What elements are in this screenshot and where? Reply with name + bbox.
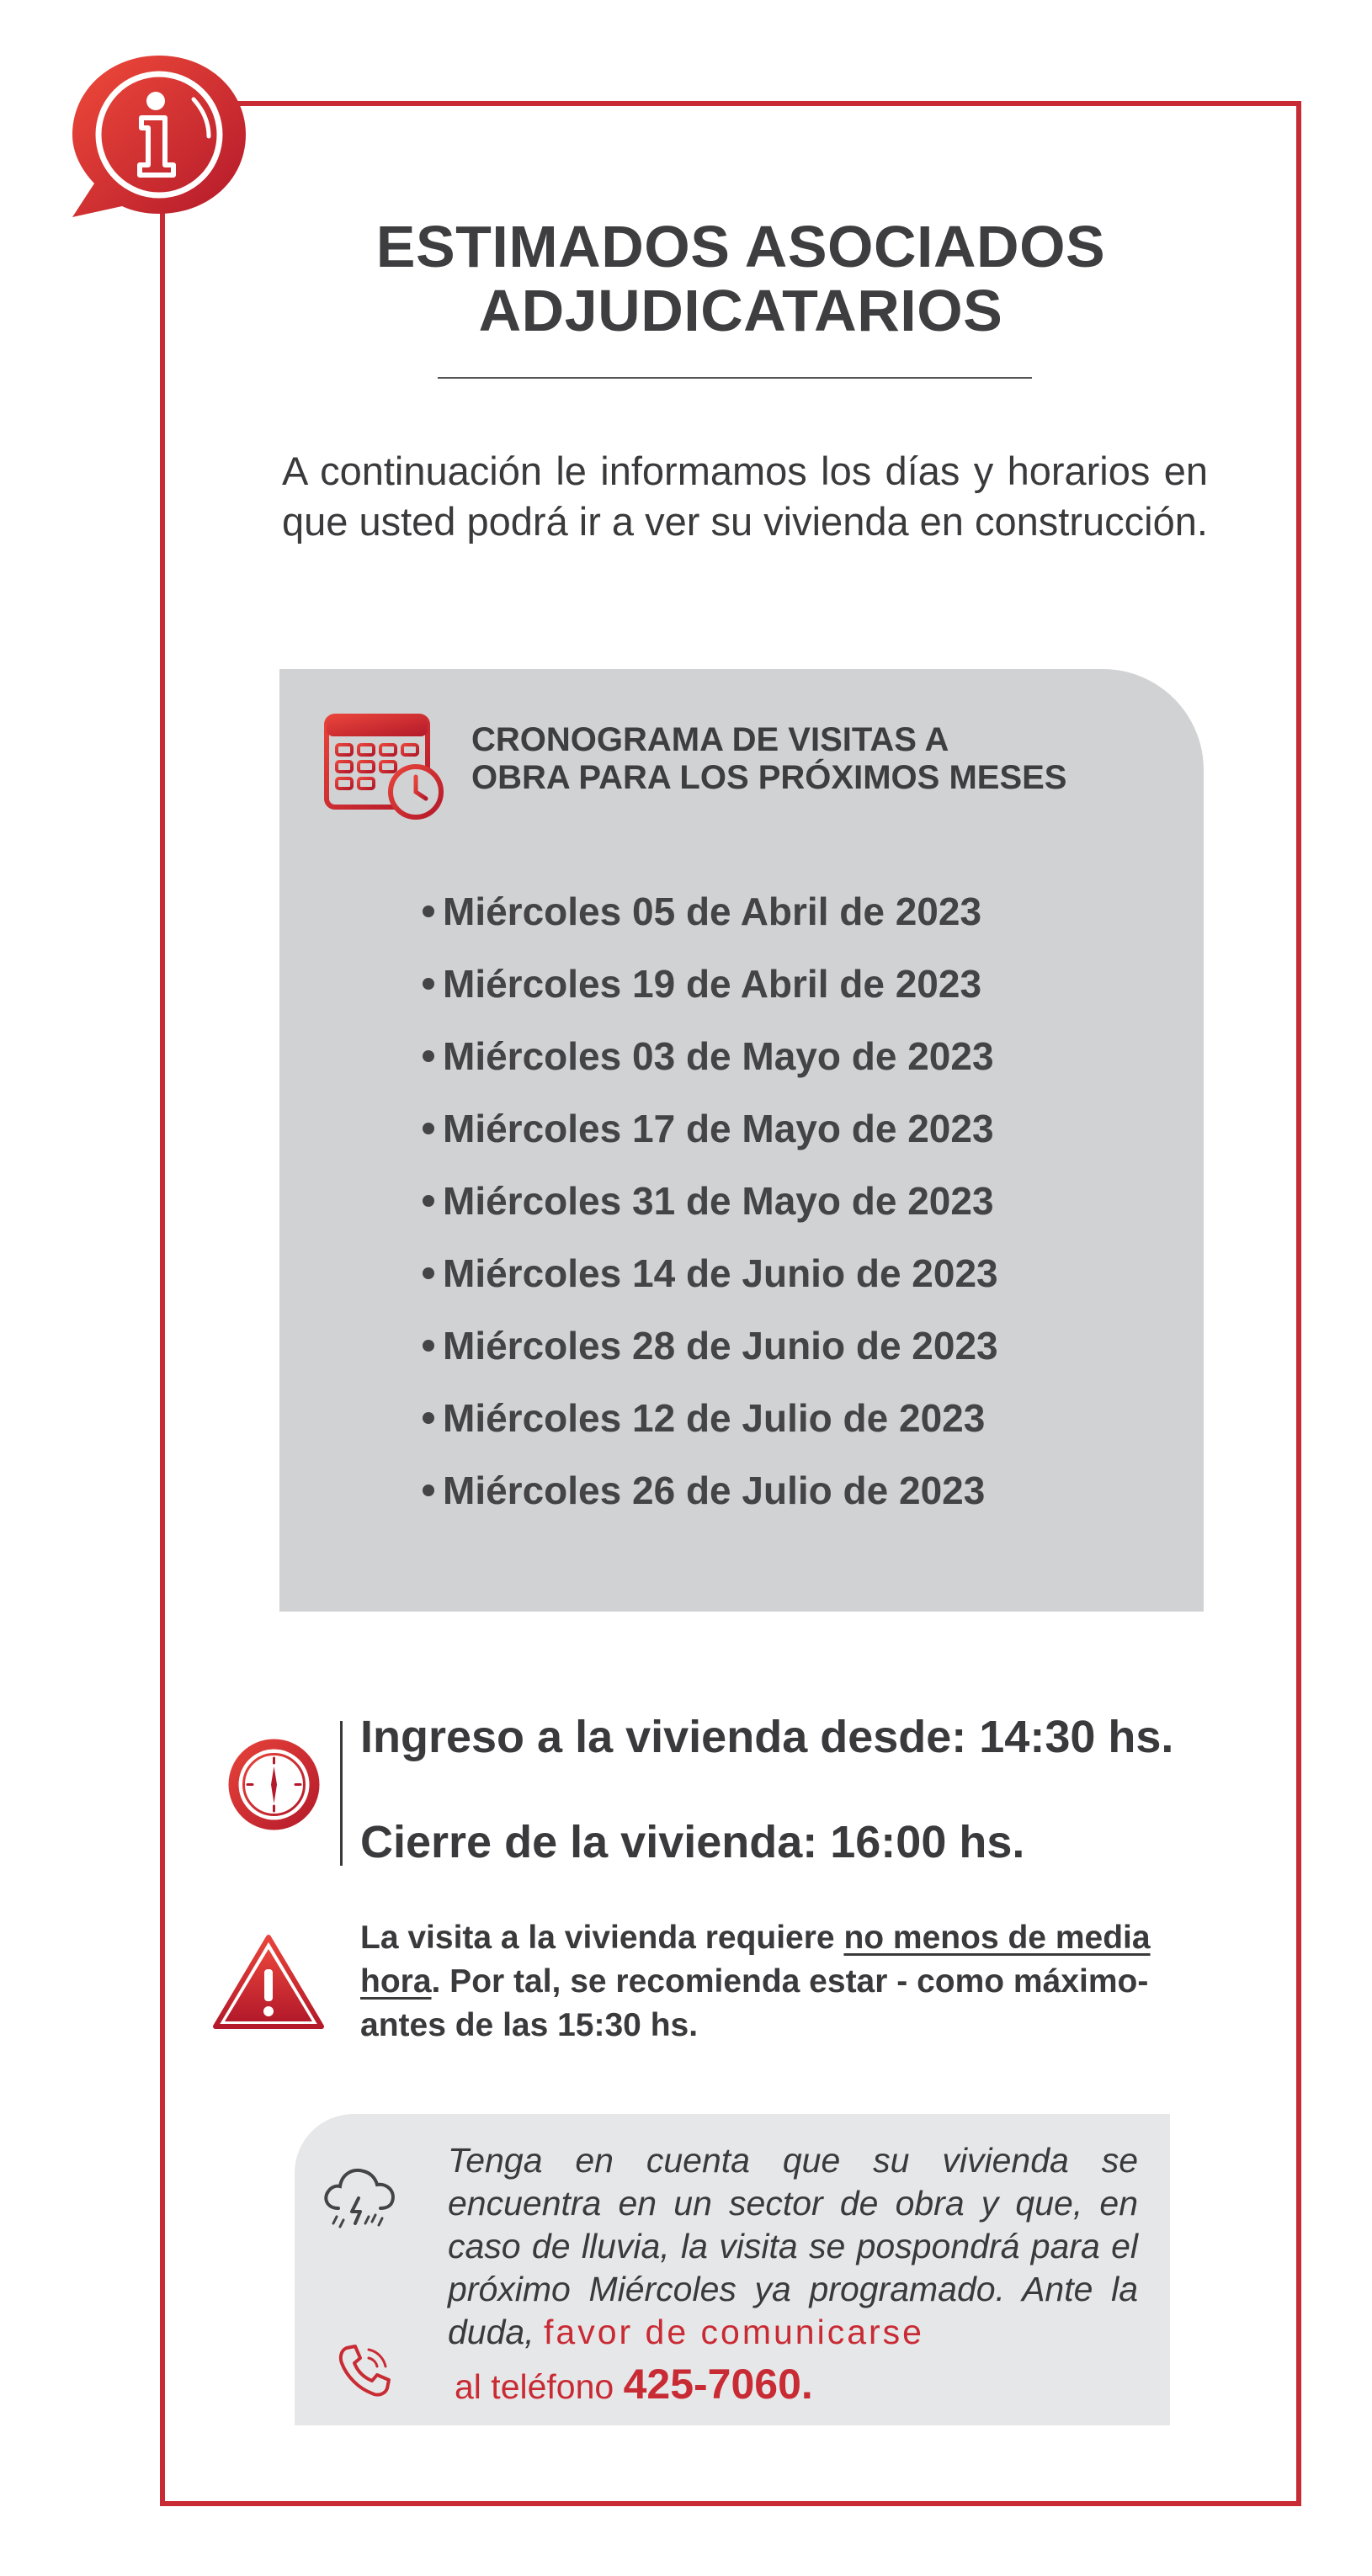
title-divider [438, 377, 1032, 379]
rain-note-text [448, 2139, 1138, 2354]
warning-underlined-text: no menos de media hora [360, 1920, 1151, 2000]
calendar-clock-icon [322, 704, 448, 821]
visit-date: Miércoles 03 de Mayo de 2023 [443, 1034, 994, 1078]
bullet-icon [423, 1050, 434, 1062]
warning-text-part-1: La visita a la vivienda requiere [360, 1920, 844, 1956]
bullet-icon [423, 1485, 434, 1496]
schedule-title-line-2: OBRA PARA LOS PRÓXIMOS MESES [471, 759, 1067, 796]
hours-divider [340, 1721, 343, 1866]
visit-date: Miércoles 12 de Julio de 2023 [443, 1396, 986, 1440]
entry-time: Ingreso a la vivienda desde: 14:30 hs. [360, 1712, 1174, 1762]
phone-number: 425-7060. [623, 2361, 813, 2408]
page-title [253, 215, 1229, 343]
list-item [423, 1382, 1180, 1454]
visit-dates-list [423, 875, 1180, 1527]
close-time: Cierre de la vivienda: 16:00 hs. [360, 1817, 1025, 1867]
visit-date: Miércoles 26 de Julio de 2023 [443, 1469, 986, 1512]
list-item [423, 875, 1180, 948]
schedule-panel [279, 669, 1204, 1612]
contact-highlight: favor de comunicarse [544, 2313, 924, 2351]
visit-date: Miércoles 31 de Mayo de 2023 [443, 1179, 994, 1223]
phone-line [455, 2360, 813, 2409]
list-item [423, 1165, 1180, 1237]
list-item [423, 948, 1180, 1020]
bullet-icon [423, 1123, 434, 1134]
bullet-icon [423, 1267, 434, 1279]
visit-date: Miércoles 17 de Mayo de 2023 [443, 1107, 994, 1150]
phone-icon [335, 2341, 394, 2400]
info-speech-bubble-icon [66, 49, 253, 226]
title-line-2: ADJUDICATARIOS [478, 278, 1003, 343]
bullet-icon [423, 1340, 434, 1352]
visit-duration-warning [360, 1916, 1210, 2048]
visit-date: Miércoles 05 de Abril de 2023 [443, 890, 982, 933]
bullet-icon [423, 906, 434, 917]
visit-date: Miércoles 19 de Abril de 2023 [443, 962, 982, 1006]
warning-triangle-icon [212, 1934, 325, 2032]
bullet-icon [423, 1195, 434, 1207]
clock-icon [226, 1736, 322, 1833]
list-item [423, 1309, 1180, 1382]
list-item [423, 1092, 1180, 1165]
title-line-1: ESTIMADOS ASOCIADOS [375, 214, 1106, 279]
warning-text-part-2: . Por tal, se recomienda estar - como máximo- antes de las 15:30 hs. [360, 1963, 1149, 2043]
bullet-icon [423, 1412, 434, 1424]
list-item [423, 1454, 1180, 1527]
visit-date: Miércoles 28 de Junio de 2023 [443, 1324, 998, 1368]
phone-prefix: al teléfono [455, 2367, 624, 2406]
schedule-title-line-1: CRONOGRAMA DE VISITAS A [471, 721, 949, 758]
storm-cloud-icon [318, 2156, 402, 2240]
bullet-icon [423, 978, 434, 990]
list-item [423, 1237, 1180, 1309]
rain-note-panel [295, 2114, 1170, 2425]
schedule-title [471, 721, 1195, 797]
rain-note-body: Tenga en cuenta que su vivienda se encuentra en un sector de obra y que, en caso de lluvia, la visita se pospondrá para el próximo Miércoles ya programado. Ante la duda, [448, 2141, 1138, 2351]
list-item [423, 1020, 1180, 1092]
intro-text: A continuación le informamos los días y horarios en que usted podrá ir a ver su vivienda en construcción. [282, 449, 1208, 544]
visit-date: Miércoles 14 de Junio de 2023 [443, 1251, 998, 1295]
